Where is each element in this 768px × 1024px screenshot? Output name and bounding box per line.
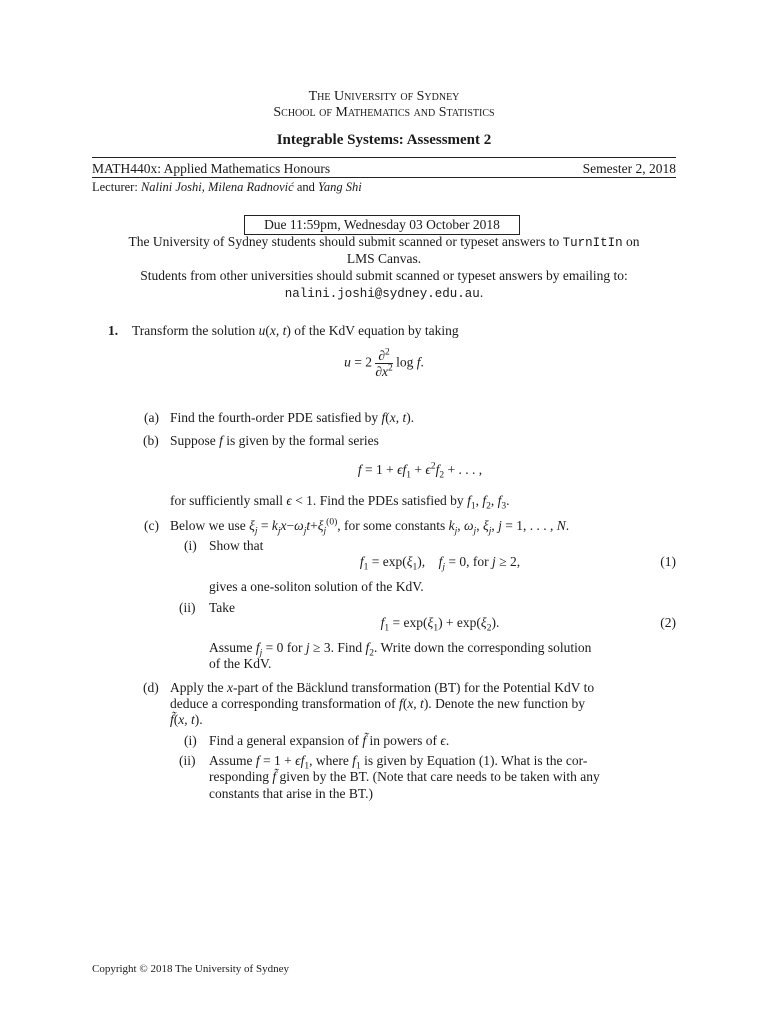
turnitin-label: TurnItIn — [562, 236, 623, 250]
header-rule-bottom — [92, 177, 676, 178]
email-period: . — [479, 285, 484, 300]
part-dii-line-2: responding f̃ given by the BT. (Note that care needs to be taken with any — [209, 769, 600, 784]
cii-write: Write down the corresponding solution — [380, 640, 592, 655]
d-apply: Apply the — [170, 680, 224, 695]
part-dii-line-1: Assume $f = 1 + \epsilon f_1$, where $f_1$ is given by Equation (1). What is the cor- — [209, 753, 588, 772]
part-d-line-1: Apply the x-part of the Bäcklund transformation (BT) for the Potential KdV to — [170, 680, 595, 695]
di-body-2: in powers of — [369, 733, 437, 748]
course-code: MATH440x: Applied Mathematics Honours — [92, 161, 331, 176]
part-a-label: (a) — [144, 410, 159, 425]
part-c-body-a: Below we use — [170, 518, 246, 533]
part-ci-label: (i) — [184, 538, 197, 553]
question-number: 1. — [108, 323, 119, 338]
part-ci-after: gives a one-soliton solution of the KdV. — [209, 579, 424, 594]
part-c-label: (c) — [144, 518, 159, 533]
submission-line-2: LMS Canvas. — [346, 251, 422, 266]
contact-email[interactable]: nalini.joshi@sydney.edu.au — [284, 287, 480, 301]
part-d-line-2: deduce a corresponding transformation of f(x, t). Denote the new function by — [170, 696, 586, 711]
lecturer-prefix: Lecturer: — [92, 180, 138, 194]
question-intro: Transform the solution u(x, t) of the KdV equation by taking — [132, 323, 459, 338]
part-cii-label: (ii) — [179, 600, 196, 615]
submission-line-3: Students from other universities should submit scanned or typeset answers by emailing to: — [140, 268, 628, 283]
part-b-after-a: for sufficiently small — [170, 493, 283, 508]
due-date-box: Due 11:59pm, Wednesday 03 October 2018 — [244, 215, 520, 235]
lecturer-and: and — [296, 180, 315, 194]
school-name: School of Mathematics and Statistics — [273, 105, 495, 120]
intro-text-a: Transform the solution — [132, 323, 256, 338]
submission-text: The University of Sydney students should submit scanned or typeset answers to — [128, 234, 560, 249]
lecturer-line — [92, 179, 362, 195]
part-c-text: Below we use $\xi_j = k_jx-\omega_jt+\xi_j^{(0)}$, for some constants $k_j$, $\omega_j$, $\xi_j$, j = 1, . . . , N. — [170, 517, 570, 537]
di-body: Find a general expansion of — [209, 733, 359, 748]
part-dii-line-3: constants that arise in the BT.) — [209, 786, 373, 801]
part-d-line-3: f̃(x, t). — [170, 712, 203, 727]
header-rule-top — [92, 157, 676, 158]
lecturer-last: Yang Shi — [318, 180, 362, 194]
equation-series: $f = 1 + \epsilon f_1 + \epsilon^2f_2$ + . . . , — [357, 461, 483, 481]
dii-assume: Assume — [209, 753, 253, 768]
semester: Semester 2, 2018 — [582, 161, 676, 176]
part-dii-label: (ii) — [179, 753, 196, 768]
dii-where: where — [315, 753, 349, 768]
part-a-text: Find the fourth-order PDE satisfied by f(x, t). — [170, 410, 415, 425]
equation-2: $f_1 = \exp(\xi_1) + \exp(\xi_2)$. — [380, 615, 500, 634]
d-part: -part of the Bäcklund transformation (BT) for the Potential KdV to — [233, 680, 595, 695]
equation-1: $f_1 = \exp(\xi_1)$, $f_j = 0$, for j ≥ 2, — [359, 554, 521, 573]
part-di-text: Find a general expansion of f̃ in powers of ϵ. — [209, 733, 450, 748]
d-denote: Denote the new function by — [435, 696, 586, 711]
page-title: Integrable Systems: Assessment 2 — [276, 132, 492, 148]
equation-1-number: (1) — [660, 554, 676, 569]
part-b-after-b: Find the PDEs satisfied by — [319, 493, 464, 508]
part-cii-text: Take — [209, 600, 236, 615]
email-line — [0, 285, 768, 302]
part-d-label: (d) — [143, 680, 159, 695]
part-a-body: Find the fourth-order PDE satisfied by — [170, 410, 379, 425]
submission-line-1 — [60, 234, 708, 251]
part-b-body-2: is given by the formal series — [226, 433, 379, 448]
part-b-text: Suppose f is given by the formal series — [170, 433, 379, 448]
cii-find: Find — [337, 640, 363, 655]
lecturer-names: Nalini Joshi, Milena Radnović — [140, 180, 294, 194]
dii-note: given by the BT. (Note that care needs to be taken with any — [279, 769, 600, 784]
part-c-body-b: , for some constants — [337, 518, 446, 533]
dii-responding: responding — [209, 769, 269, 784]
part-b-label: (b) — [143, 433, 159, 448]
intro-text-b: of the KdV equation by taking — [294, 323, 459, 338]
cii-for: for — [286, 640, 303, 655]
cii-assume: Assume — [209, 640, 253, 655]
part-cii-after-1: Assume $f_j = 0$ for j ≥ 3. Find $f_2$. Write down the corresponding solution — [209, 640, 592, 659]
d-deduce: deduce a corresponding transformation of — [170, 696, 396, 711]
university-name: The University of Sydney — [308, 89, 460, 104]
part-b-after: for sufficiently small ϵ < 1. Find the PDEs satisfied by $f_1$, $f_2$, $f_3$. — [170, 493, 510, 512]
submission-text-on: on — [626, 234, 640, 249]
dii-given: is given by Equation (1). What is the cor- — [364, 753, 588, 768]
part-cii-after-2: of the KdV. — [209, 656, 272, 671]
part-di-label: (i) — [184, 733, 197, 748]
equation-2-number: (2) — [660, 615, 676, 630]
part-ci-text: Show that — [209, 538, 264, 553]
part-b-body: Suppose — [170, 433, 216, 448]
copyright-footer: Copyright © 2018 The University of Sydney — [92, 963, 289, 975]
equation-transform: u = 2 $\frac{\partial^2}{\partial x^2}$ log f. — [344, 347, 424, 379]
